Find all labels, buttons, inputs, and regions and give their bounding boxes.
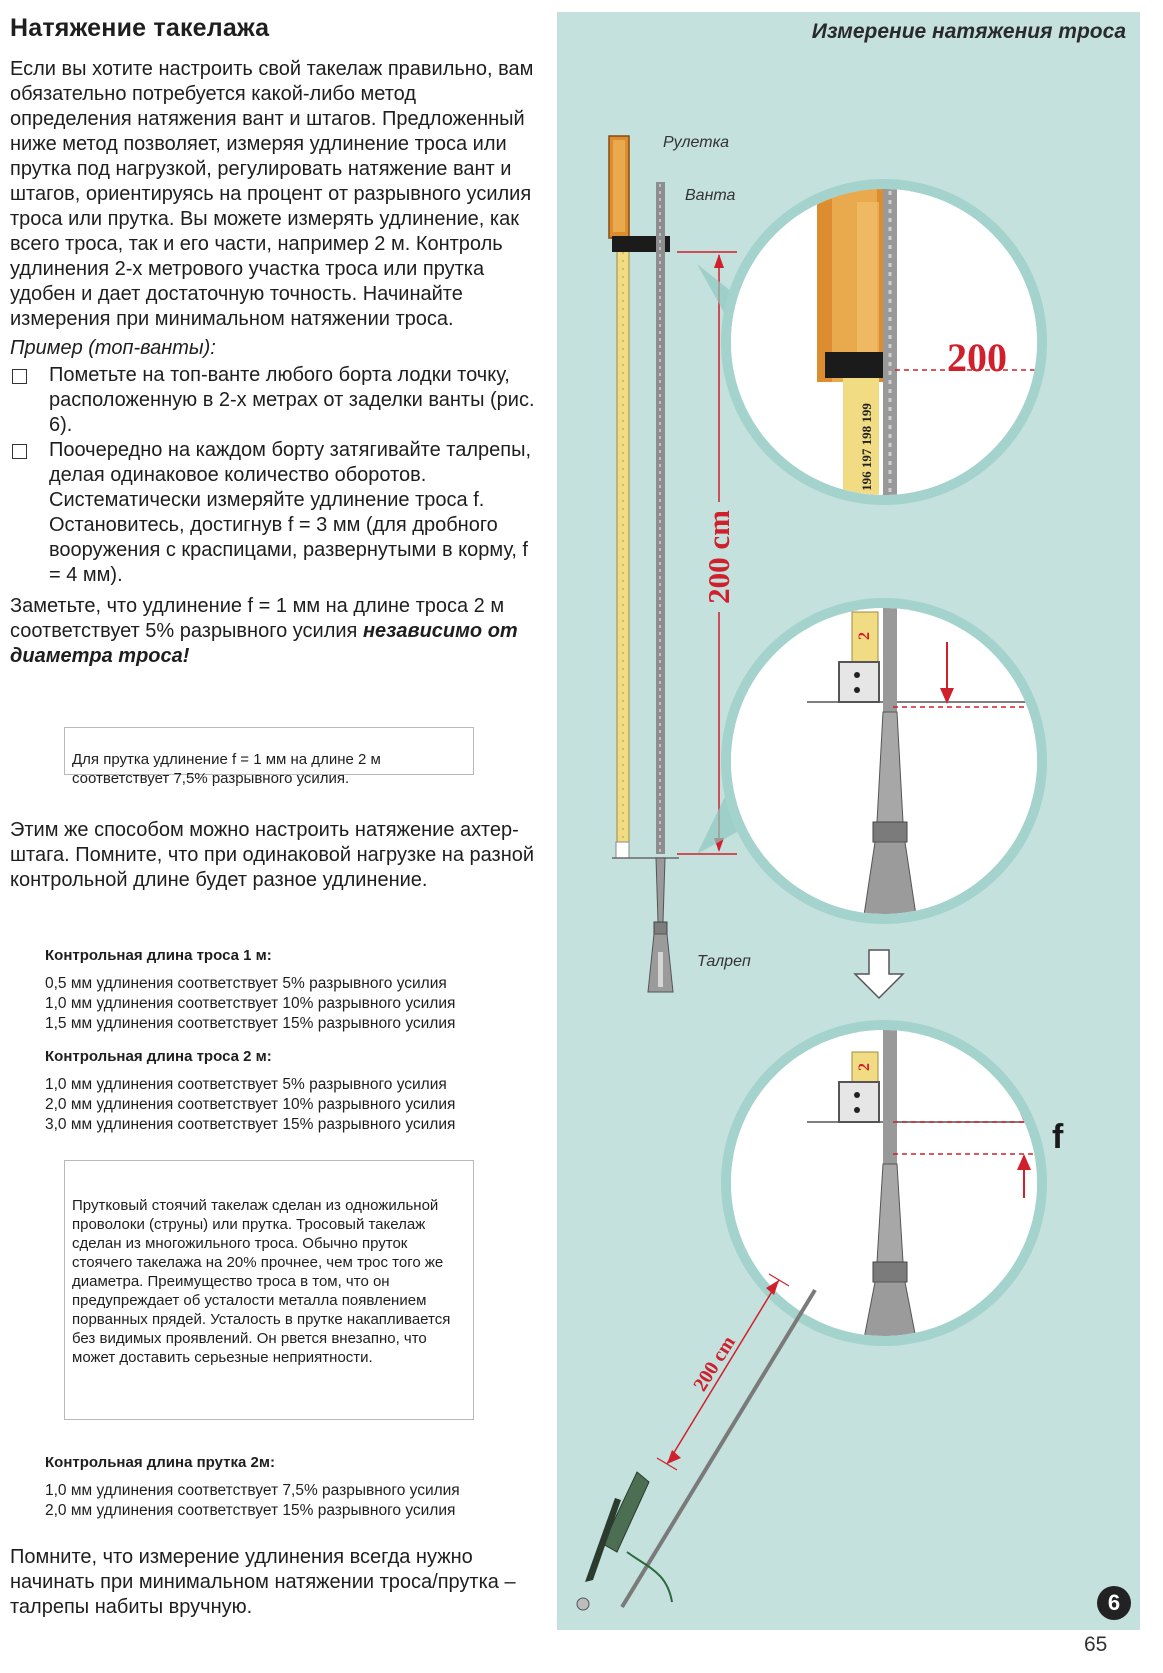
section-title-2m: Контрольная длина троса 2 м:	[45, 1048, 272, 1065]
list-item: 1,0 мм удлинения соответствует 7,5% разрывного усилия	[45, 1482, 460, 1499]
example-heading: Пример (топ-ванты):	[10, 337, 216, 359]
zoom-circle-middle	[721, 598, 1047, 924]
intro-paragraph: Если вы хотите настроить свой такелаж правильно, вам обязательно потребуется какой-либо метод определения натяжения вант и штагов. Предложенный ниже метод позволяет, измеряя удлинение троса или прутка под нагрузкой, регулировать натяжение вант и штагов, ориентируясь на процент от разрывного усилия троса или прутка. Вы можете измерять удлинение, как всего троса, так и его части, например 2 м. Контроль удлинения 2-х метрового участка троса или прутка удобен и дает достаточную точность. Начинайте измерения при минимальном натяжении троса.	[10, 58, 534, 330]
section-title-1m: Контрольная длина троса 1 м:	[45, 947, 272, 964]
list-item: 0,5 мм удлинения соответствует 5% разрывного усилия	[45, 975, 447, 992]
figure-number: 6	[1107, 1590, 1121, 1615]
dimension-label-diagonal: 200 cm	[689, 1332, 740, 1396]
checklist-item	[10, 363, 538, 438]
list-2m	[45, 1075, 455, 1135]
diagonal-shroud-illustration	[577, 1274, 815, 1610]
tape-number-mid: 2	[856, 632, 873, 640]
left-column	[10, 14, 538, 669]
list-item: 1,0 мм удлинения соответствует 5% разрывного усилия	[45, 1076, 447, 1093]
label-shroud: Ванта	[685, 187, 736, 204]
note-emphasis: независимо от диаметра троса!	[10, 620, 518, 667]
list-item: 1,5 мм удлинения соответствует 15% разрывного усилия	[45, 1015, 456, 1032]
list-1m	[45, 974, 455, 1034]
figure-illustration	[557, 12, 1140, 1630]
note-text: Заметьте, что удлинение f = 1 мм на длине троса 2 м соответствует 5% разрывного усилия	[10, 595, 505, 642]
page-title: Натяжение такелажа	[10, 14, 270, 42]
tape-number-bottom: 2	[856, 1063, 873, 1071]
zoom-circle-bottom	[721, 1020, 1047, 1346]
checklist-text: Поочередно на каждом борту затягивайте талрепы, делая одинаковое количество оборотов. Систематически измеряйте удлинение троса f. Остановитесь, достигнув f = 3 мм (для дробного вооружения с краспицами, развернутыми в корму, f = 4 мм).	[49, 439, 532, 586]
list-item: 1,0 мм удлинения соответствует 10% разрывного усилия	[45, 995, 456, 1012]
note-paragraph	[10, 594, 538, 669]
page-number: 65	[1084, 1633, 1108, 1656]
zoom-value-label: 200	[947, 335, 1007, 380]
checklist-item	[10, 438, 538, 588]
section-title-rod-2m: Контрольная длина прутка 2м:	[45, 1454, 275, 1471]
list-item: 2,0 мм удлинения соответствует 10% разрывного усилия	[45, 1096, 456, 1113]
label-turnbuckle: Талреп	[697, 953, 751, 970]
figure-title: Измерение натяжения троса	[811, 20, 1126, 43]
checkbox-icon	[12, 369, 27, 384]
list-rod-2m	[45, 1481, 460, 1521]
figure-panel	[557, 12, 1140, 1630]
dimension-label-main: 200 cm	[701, 510, 736, 604]
f-label: f	[1052, 1118, 1064, 1156]
checklist-text: Пометьте на топ-ванте любого борта лодки точку, расположенную в 2-х метрах от заделки ванты (рис. 6).	[49, 364, 535, 436]
list-item: 3,0 мм удлинения соответствует 15% разрывного усилия	[45, 1116, 456, 1133]
info-box-rod-vs-wire: Прутковый стоячий такелаж сделан из одножильной проволоки (струны) или прутка. Тросовый такелаж сделан из многожильного троса. Обычно пруток стоячего такелажа на 20% прочнее, чем трос того же диаметра. Преимущество троса в том, что он предупреждает об усталости металла появлением порванных прядей. Усталость в прутке накапливается без видимых проявлений. Он рвется внезапно, что может доставить серьезные неприятности.	[64, 1160, 474, 1420]
down-arrow-icon	[855, 950, 903, 998]
label-tape-measure: Рулетка	[663, 134, 730, 151]
checkbox-icon	[12, 444, 27, 459]
bottom-note: Помните, что измерение удлинения всегда нужно начинать при минимальном натяжении троса/прутка – талрепы набиты вручную.	[10, 1546, 516, 1618]
list-item: 2,0 мм удлинения соответствует 15% разрывного усилия	[45, 1502, 456, 1519]
tape-numbers: 196 197 198 199	[859, 403, 874, 491]
paragraph-backstay: Этим же способом можно настроить натяжение ахтер-штага. Помните, что при одинаковой нагрузке на разной контрольной длине будет разное удлинение.	[10, 819, 535, 891]
info-box-rod: Для прутка удлинение f = 1 мм на длине 2 м соответствует 7,5% разрывного усилия.	[64, 727, 474, 775]
